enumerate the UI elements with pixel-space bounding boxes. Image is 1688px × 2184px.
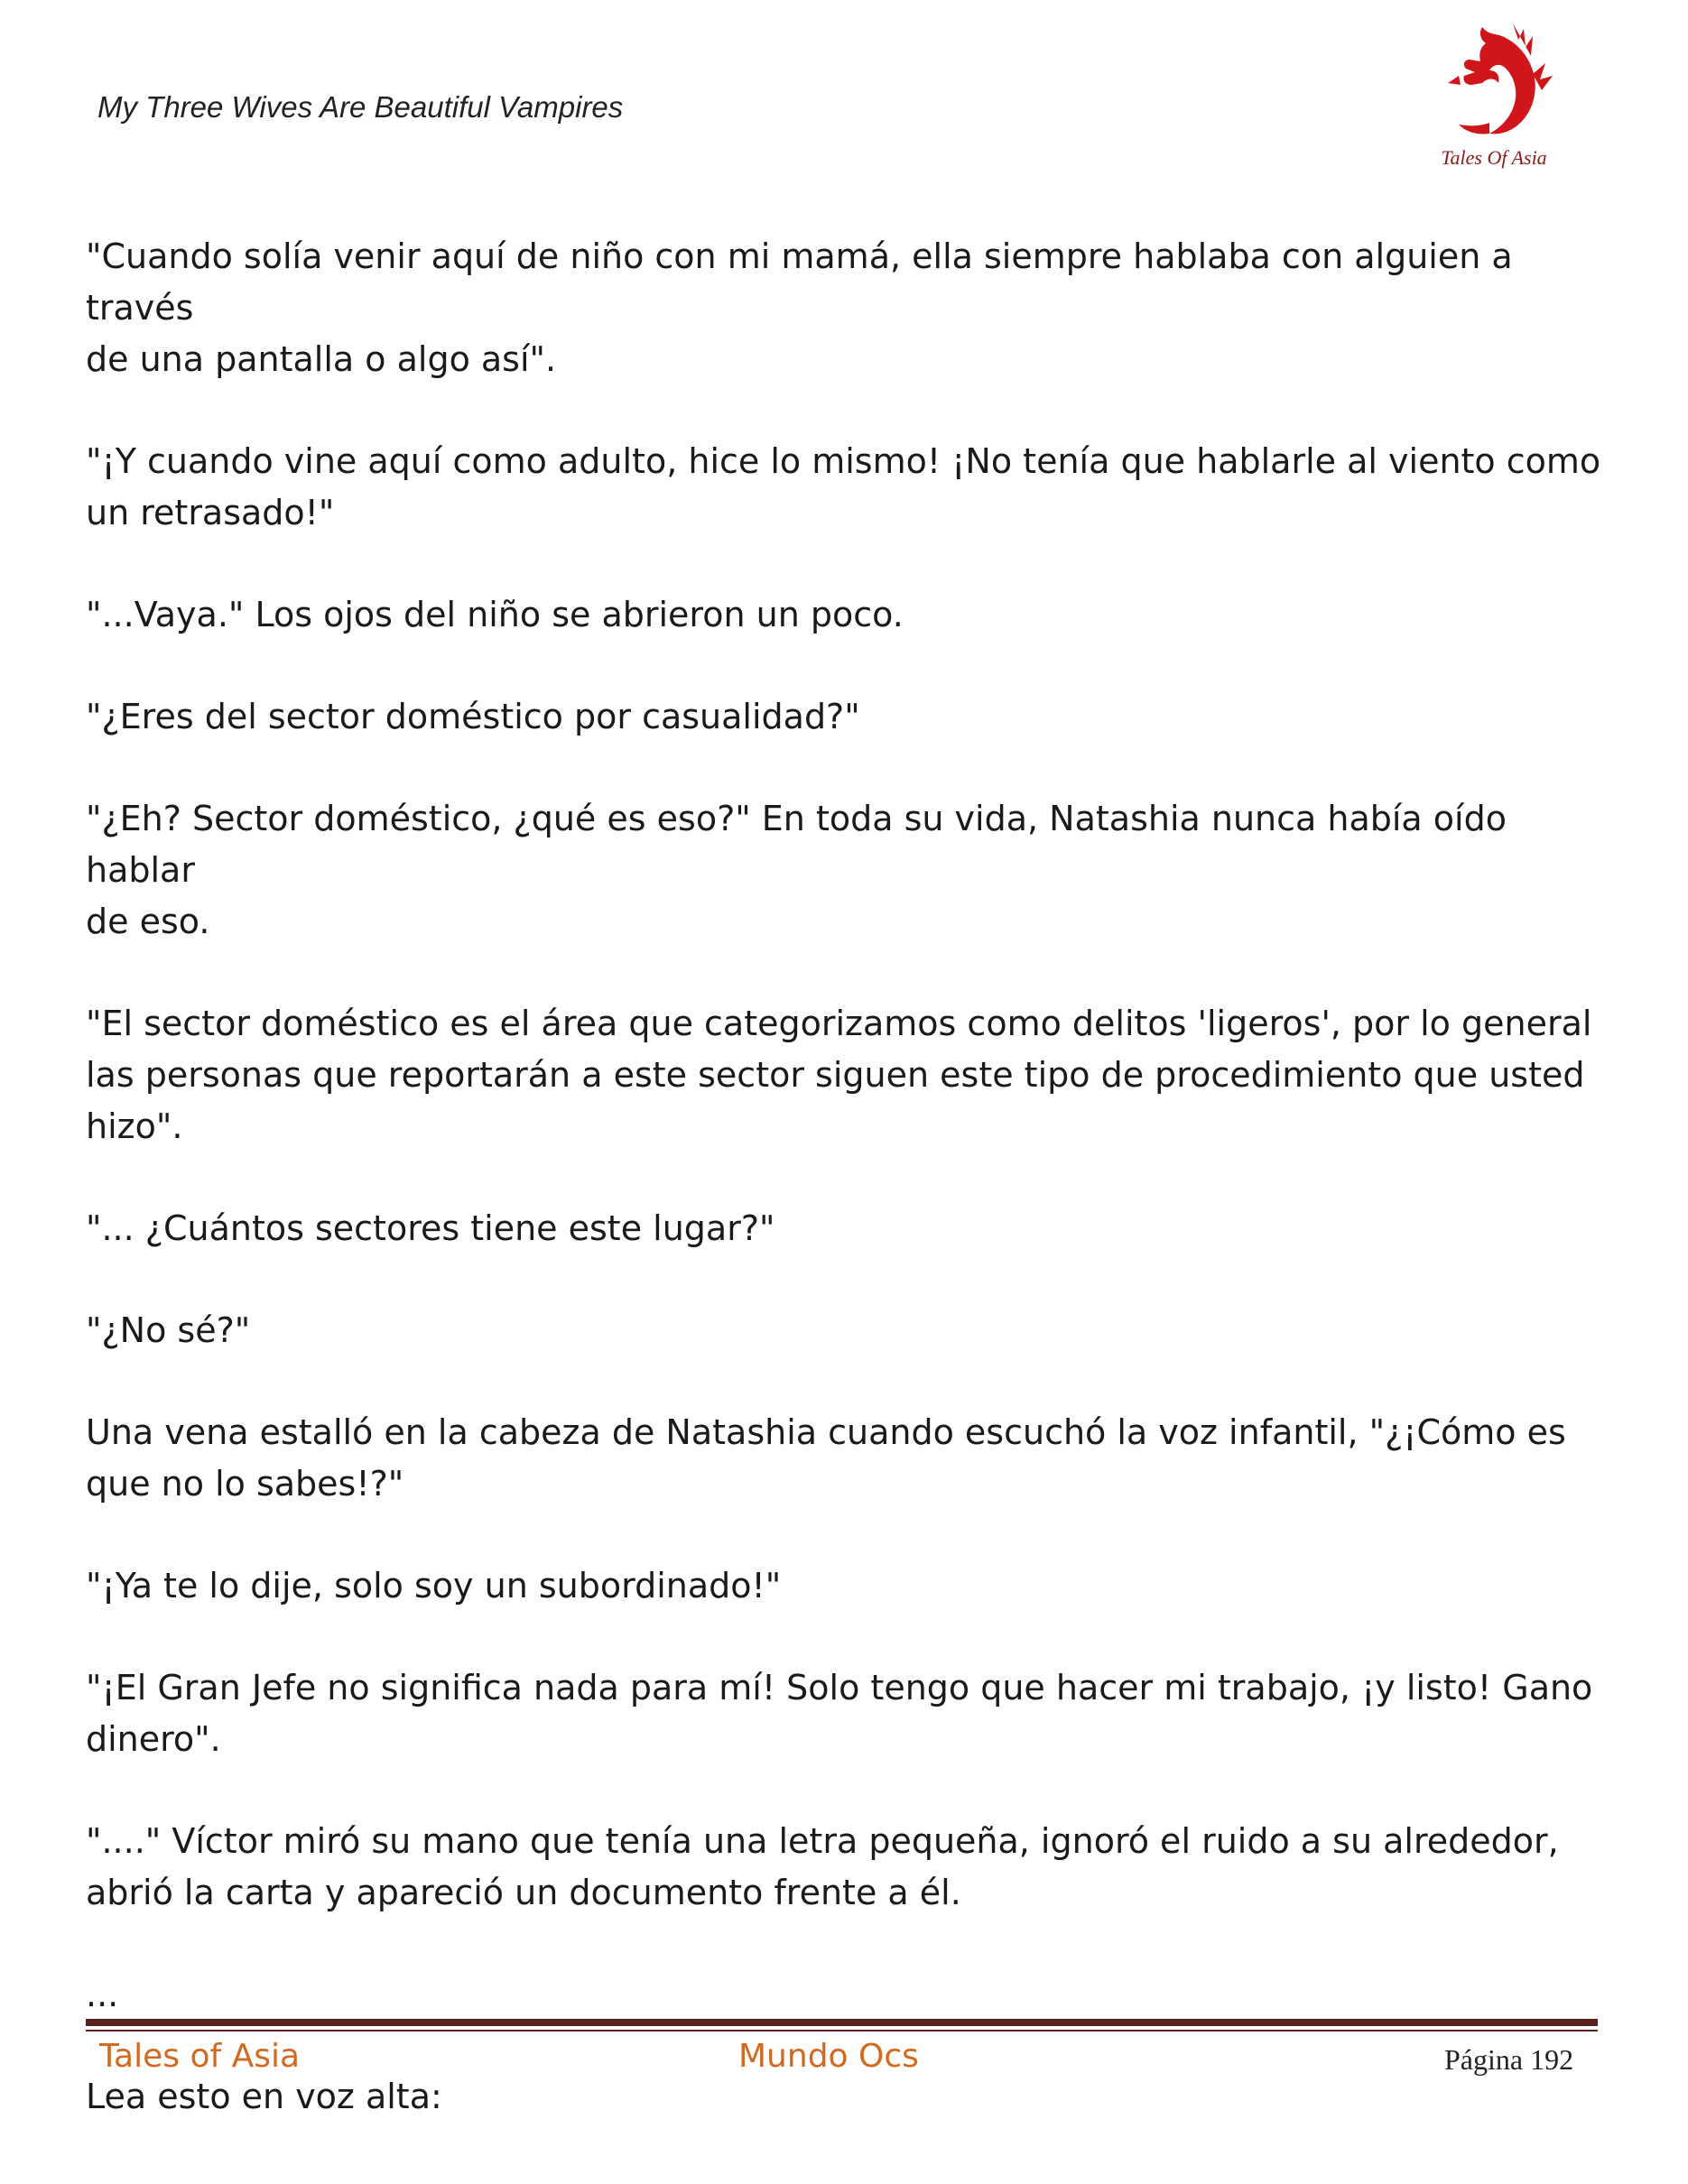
page-body [86,231,1620,2173]
footer-series: Mundo Ocs [738,2038,919,2075]
paragraph: ... [86,1975,119,2014]
paragraph: "Cuando solía venir aquí de niño con mi mamá, ella siempre hablaba con alguien a través de una pantalla o algo así". [86,236,1513,379]
paragraph: Lea esto en voz alta: [86,2077,442,2116]
paragraph: "¿No sé?" [86,1310,251,1350]
footer-publisher: Tales of Asia [99,2038,301,2075]
book-title-header: My Three Wives Are Beautiful Vampires [97,90,624,124]
footer-divider-thin [86,2030,1598,2031]
paragraph: "¡Ya te lo dije, solo soy un subordinado!" [86,1566,782,1606]
paragraph: "El sector doméstico es el área que categorizamos como delitos 'ligeros', por lo general las personas que reportarán a este sector siguen este tipo de procedimiento que usted hizo". [86,1004,1592,1146]
paragraph: "...Vaya." Los ojos del niño se abrieron un poco. [86,595,904,634]
paragraph: Una vena estalló en la cabeza de Natashia cuando escuchó la voz infantil, "¿¡Cómo es que no lo sabes!?" [86,1412,1566,1504]
paragraph: "¿Eh? Sector doméstico, ¿qué es eso?" En toda su vida, Natashia nunca había oído hablar de eso. [86,799,1507,941]
paragraph: "¡El Gran Jefe no significa nada para mí! Solo tengo que hacer mi trabajo, ¡y listo! Gano dinero". [86,1668,1593,1759]
paragraph: "... ¿Cuántos sectores tiene este lugar?" [86,1208,775,1248]
page-number: Página 192 [1444,2043,1574,2076]
paragraph: "...." Víctor miró su mano que tenía una letra pequeña, ignoró el ruido a su alrededor, abrió la carta y apareció un documento frente a él. [86,1821,1559,1912]
paragraph: "¿Eres del sector doméstico por casualidad?" [86,697,860,736]
footer-divider [86,2019,1598,2026]
tales-of-asia-logo [1426,20,1562,182]
paragraph: "¡Y cuando vine aquí como adulto, hice lo mismo! ¡No tenía que hablarle al viento como un retrasado!" [86,441,1601,532]
logo-text: Tales Of Asia [1441,146,1547,169]
red-dragon-icon [1426,20,1562,146]
